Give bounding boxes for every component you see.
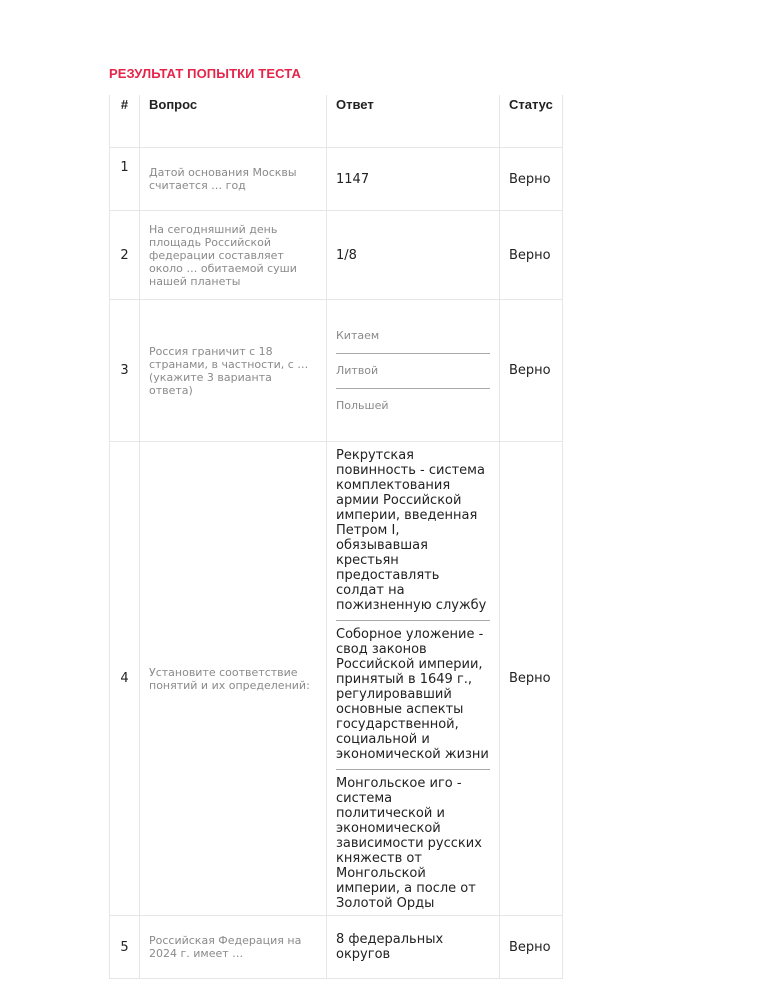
header-status: Статус bbox=[500, 95, 563, 148]
status-text: Верно bbox=[500, 300, 563, 442]
answer-list bbox=[336, 315, 490, 427]
answer-definition: Соборное уложение - свод законов Российской империи, принятый в 1649 г., регулировавший основные аспекты государственной, социальной и экономической жизни bbox=[336, 620, 490, 769]
question-text: Датой основания Москвы считается … год bbox=[140, 148, 327, 211]
question-number: 5 bbox=[110, 916, 140, 979]
results-table bbox=[109, 95, 563, 979]
table-row bbox=[110, 442, 563, 916]
table-row bbox=[110, 211, 563, 300]
status-text: Верно bbox=[500, 916, 563, 979]
question-text: Россия граничит с 18 странами, в частности, с … (укажите 3 варианта ответа) bbox=[140, 300, 327, 442]
answer-cell bbox=[327, 442, 500, 916]
question-text: На сегодняшний день площадь Российской федерации составляет около … обитаемой суши нашей планеты bbox=[140, 211, 327, 300]
answer-option: Польшей bbox=[336, 388, 490, 423]
answer-definition: Монгольское иго - система политической и экономической зависимости русских княжеств от Монгольской империи, а после от Золотой Орды bbox=[336, 769, 490, 911]
answer-list bbox=[336, 442, 490, 915]
question-number: 4 bbox=[110, 442, 140, 916]
table-row bbox=[110, 916, 563, 979]
answer-text: 1/8 bbox=[327, 211, 500, 300]
question-number: 2 bbox=[110, 211, 140, 300]
header-question: Вопрос bbox=[140, 95, 327, 148]
table-row bbox=[110, 148, 563, 211]
question-text: Российская Федерация на 2024 г. имеет … bbox=[140, 916, 327, 979]
header-number: # bbox=[110, 95, 140, 148]
question-number: 3 bbox=[110, 300, 140, 442]
answer-text: 8 федеральных округов bbox=[327, 916, 500, 979]
answer-option: Китаем bbox=[336, 328, 380, 342]
status-text: Верно bbox=[500, 148, 563, 211]
status-text: Верно bbox=[500, 211, 563, 300]
answer-option: Литвой bbox=[336, 353, 490, 388]
table-header-row bbox=[110, 95, 563, 148]
header-answer: Ответ bbox=[327, 95, 500, 148]
status-text: Верно bbox=[500, 442, 563, 916]
table-row bbox=[110, 300, 563, 442]
question-number: 1 bbox=[110, 148, 140, 211]
question-text: Установите соответствие понятий и их определений: bbox=[140, 442, 327, 916]
page-title: РЕЗУЛЬТАТ ПОПЫТКИ ТЕСТА bbox=[109, 66, 301, 81]
answer-text: 1147 bbox=[327, 148, 500, 211]
answer-cell bbox=[327, 300, 500, 442]
answer-definition: Рекрутская повинность - система комплектования армии Российской империи, введенная Петром I, обязывавшая крестьян предоставлять солдат на пожизненную службу bbox=[336, 448, 487, 613]
